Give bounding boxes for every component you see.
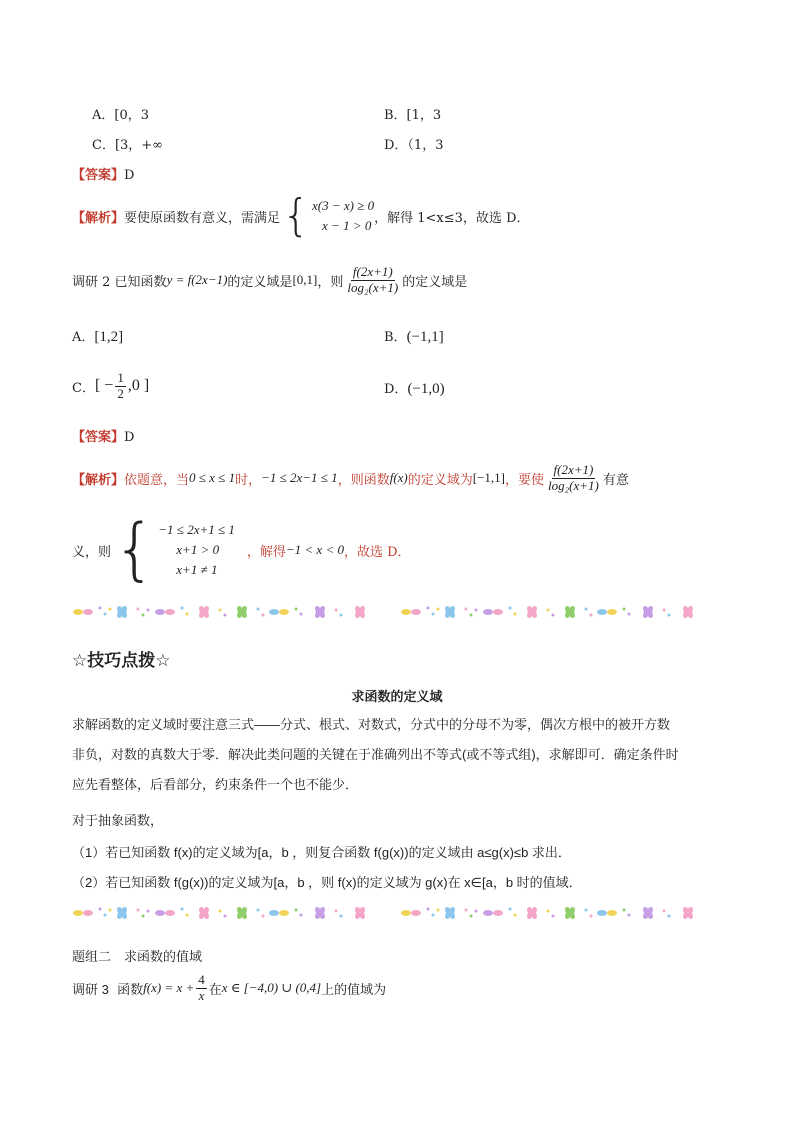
stem-text: 的定义域是 bbox=[227, 274, 293, 290]
list-item: （1）若已知函数 f(x)的定义域为[a，b ，则复合函数 f(g(x))的定义域由 a≤g(x)≤b 求出． bbox=[72, 845, 571, 860]
option-d bbox=[384, 378, 445, 398]
domain-expr: x ∈ [−4,0) ∪ (0,4] bbox=[221, 980, 322, 995]
list-item: （2）若已知函数 f(g(x))的定义域为[a，b ，则 f(x)的定义域为 g(x)在 x∈[a，b 时的值域． bbox=[72, 875, 582, 890]
fraction bbox=[345, 265, 400, 296]
fraction bbox=[196, 973, 207, 1004]
analysis-result: ，解得 1<x≤3，故选 D． bbox=[374, 210, 530, 226]
section-subtitle: 求函数的定义域 bbox=[351, 689, 443, 704]
question-stem bbox=[72, 966, 386, 1010]
stem-text: 函数 bbox=[117, 981, 144, 997]
option-d: D．（1，3 bbox=[384, 138, 444, 153]
math-expr: −1 ≤ 2x−1 ≤ 1 bbox=[261, 470, 338, 485]
analysis-text: 的定义域为 bbox=[407, 472, 473, 488]
math-expr: f(x) bbox=[389, 470, 408, 485]
option-value: [1,2] bbox=[94, 329, 124, 345]
left-brace: { bbox=[113, 510, 157, 589]
fraction-numerator: 4 bbox=[198, 971, 205, 987]
fraction-denominator: 2 bbox=[117, 385, 124, 401]
section-heading: ☆技巧点拨☆ bbox=[72, 651, 171, 670]
fraction-numerator: 1 bbox=[117, 369, 124, 385]
question-label: 调研 2 bbox=[72, 274, 111, 290]
option-value: (−1,0) bbox=[407, 381, 445, 397]
decorative-divider bbox=[72, 601, 718, 623]
paragraph-line: 非负，对数的真数大于零．解决此类问题的关键在于准确列出不等式(或不等式组)，求解即可．确定条件时 bbox=[72, 747, 679, 762]
group-title: 题组二 求函数的值域 bbox=[72, 949, 203, 964]
fraction bbox=[546, 463, 601, 494]
option-a: A．[0，3 bbox=[92, 108, 150, 123]
option-label: A． bbox=[72, 330, 95, 345]
analysis-text: 义，则 bbox=[72, 544, 112, 560]
analysis-text: ，解得 bbox=[246, 544, 286, 560]
domain-expr: [0,1] bbox=[292, 272, 318, 287]
stem-text: 在 bbox=[208, 981, 222, 997]
system-line: x+1 > 0 bbox=[176, 541, 220, 557]
fraction-numerator: f(2x+1) bbox=[352, 263, 393, 279]
answer-tag: 【答案】 bbox=[72, 430, 125, 445]
stem-text: 已知函数 bbox=[114, 274, 167, 290]
analysis-text: 有意 bbox=[602, 472, 629, 488]
analysis-line bbox=[72, 510, 411, 589]
analysis-text: 依题意，当 bbox=[124, 472, 190, 488]
inequality-system bbox=[312, 196, 374, 236]
math-expr: −1 < x < 0 bbox=[285, 542, 344, 557]
option-label: D． bbox=[384, 382, 408, 397]
analysis-text: ，则函数 bbox=[337, 472, 390, 488]
system-line: −1 ≤ 2x+1 ≤ 1 bbox=[158, 521, 235, 537]
fraction-denominator: x bbox=[198, 987, 205, 1003]
question-label: 调研 3 bbox=[72, 981, 109, 997]
analysis-line bbox=[72, 192, 530, 240]
inequality-system bbox=[158, 520, 235, 580]
option-c: C．[3，+∞ bbox=[92, 138, 164, 153]
system-line: x − 1 > 0 bbox=[322, 218, 372, 233]
function-expr: f(x) = x + bbox=[143, 980, 195, 995]
option-label: C． bbox=[72, 380, 95, 396]
fraction bbox=[115, 371, 126, 402]
stem-text: 的定义域是 bbox=[402, 274, 468, 290]
paragraph-line: 对于抽象函数， bbox=[72, 813, 164, 828]
option-a bbox=[72, 326, 123, 346]
decorative-divider bbox=[72, 902, 718, 924]
stem-text: 上的值域为 bbox=[321, 981, 387, 997]
system-line: x+1 ≠ 1 bbox=[176, 562, 218, 578]
analysis-tag: 【解析】 bbox=[72, 210, 125, 226]
question-stem bbox=[72, 258, 467, 302]
fraction-denominator: log₂(x+1) bbox=[347, 279, 399, 295]
answer-line bbox=[72, 426, 134, 445]
analysis-text: ，要使 bbox=[505, 472, 545, 488]
system-line: x(3 − x) ≥ 0 bbox=[312, 197, 375, 213]
fraction-denominator: log₂(x+1) bbox=[548, 477, 599, 493]
analysis-text: 时， bbox=[235, 472, 262, 488]
option-value: ,0 ] bbox=[127, 377, 150, 394]
option-label: B． bbox=[384, 330, 407, 345]
function-expr: y = f(2x−1) bbox=[166, 272, 228, 287]
analysis-tag: 【解析】 bbox=[72, 472, 125, 488]
analysis-line bbox=[72, 456, 629, 500]
math-expr: 0 ≤ x ≤ 1 bbox=[189, 470, 236, 485]
analysis-text: ，故选 D． bbox=[343, 544, 411, 560]
answer-value: D bbox=[124, 168, 135, 183]
math-expr: [−1,1] bbox=[472, 470, 506, 485]
left-brace: { bbox=[282, 190, 311, 241]
option-value: [ − bbox=[94, 377, 114, 394]
option-value: (−1,1] bbox=[406, 329, 444, 345]
fraction-numerator: f(2x+1) bbox=[553, 461, 594, 477]
option-b bbox=[384, 326, 444, 346]
stem-text: ，则 bbox=[317, 274, 344, 290]
option-c bbox=[72, 366, 149, 406]
paragraph-line: 应先看整体，后看部分，约束条件一个也不能少． bbox=[72, 777, 359, 792]
answer-value: D bbox=[124, 430, 135, 445]
option-b: B．[1，3 bbox=[384, 108, 442, 123]
answer-tag: 【答案】 bbox=[72, 168, 125, 183]
analysis-text: 要使原函数有意义，需满足 bbox=[124, 210, 281, 226]
paragraph-line: 求解函数的定义域时要注意三式——分式、根式、对数式，分式中的分母不为零，偶次方根中的被开方数 bbox=[72, 717, 671, 732]
answer-line bbox=[72, 164, 134, 183]
